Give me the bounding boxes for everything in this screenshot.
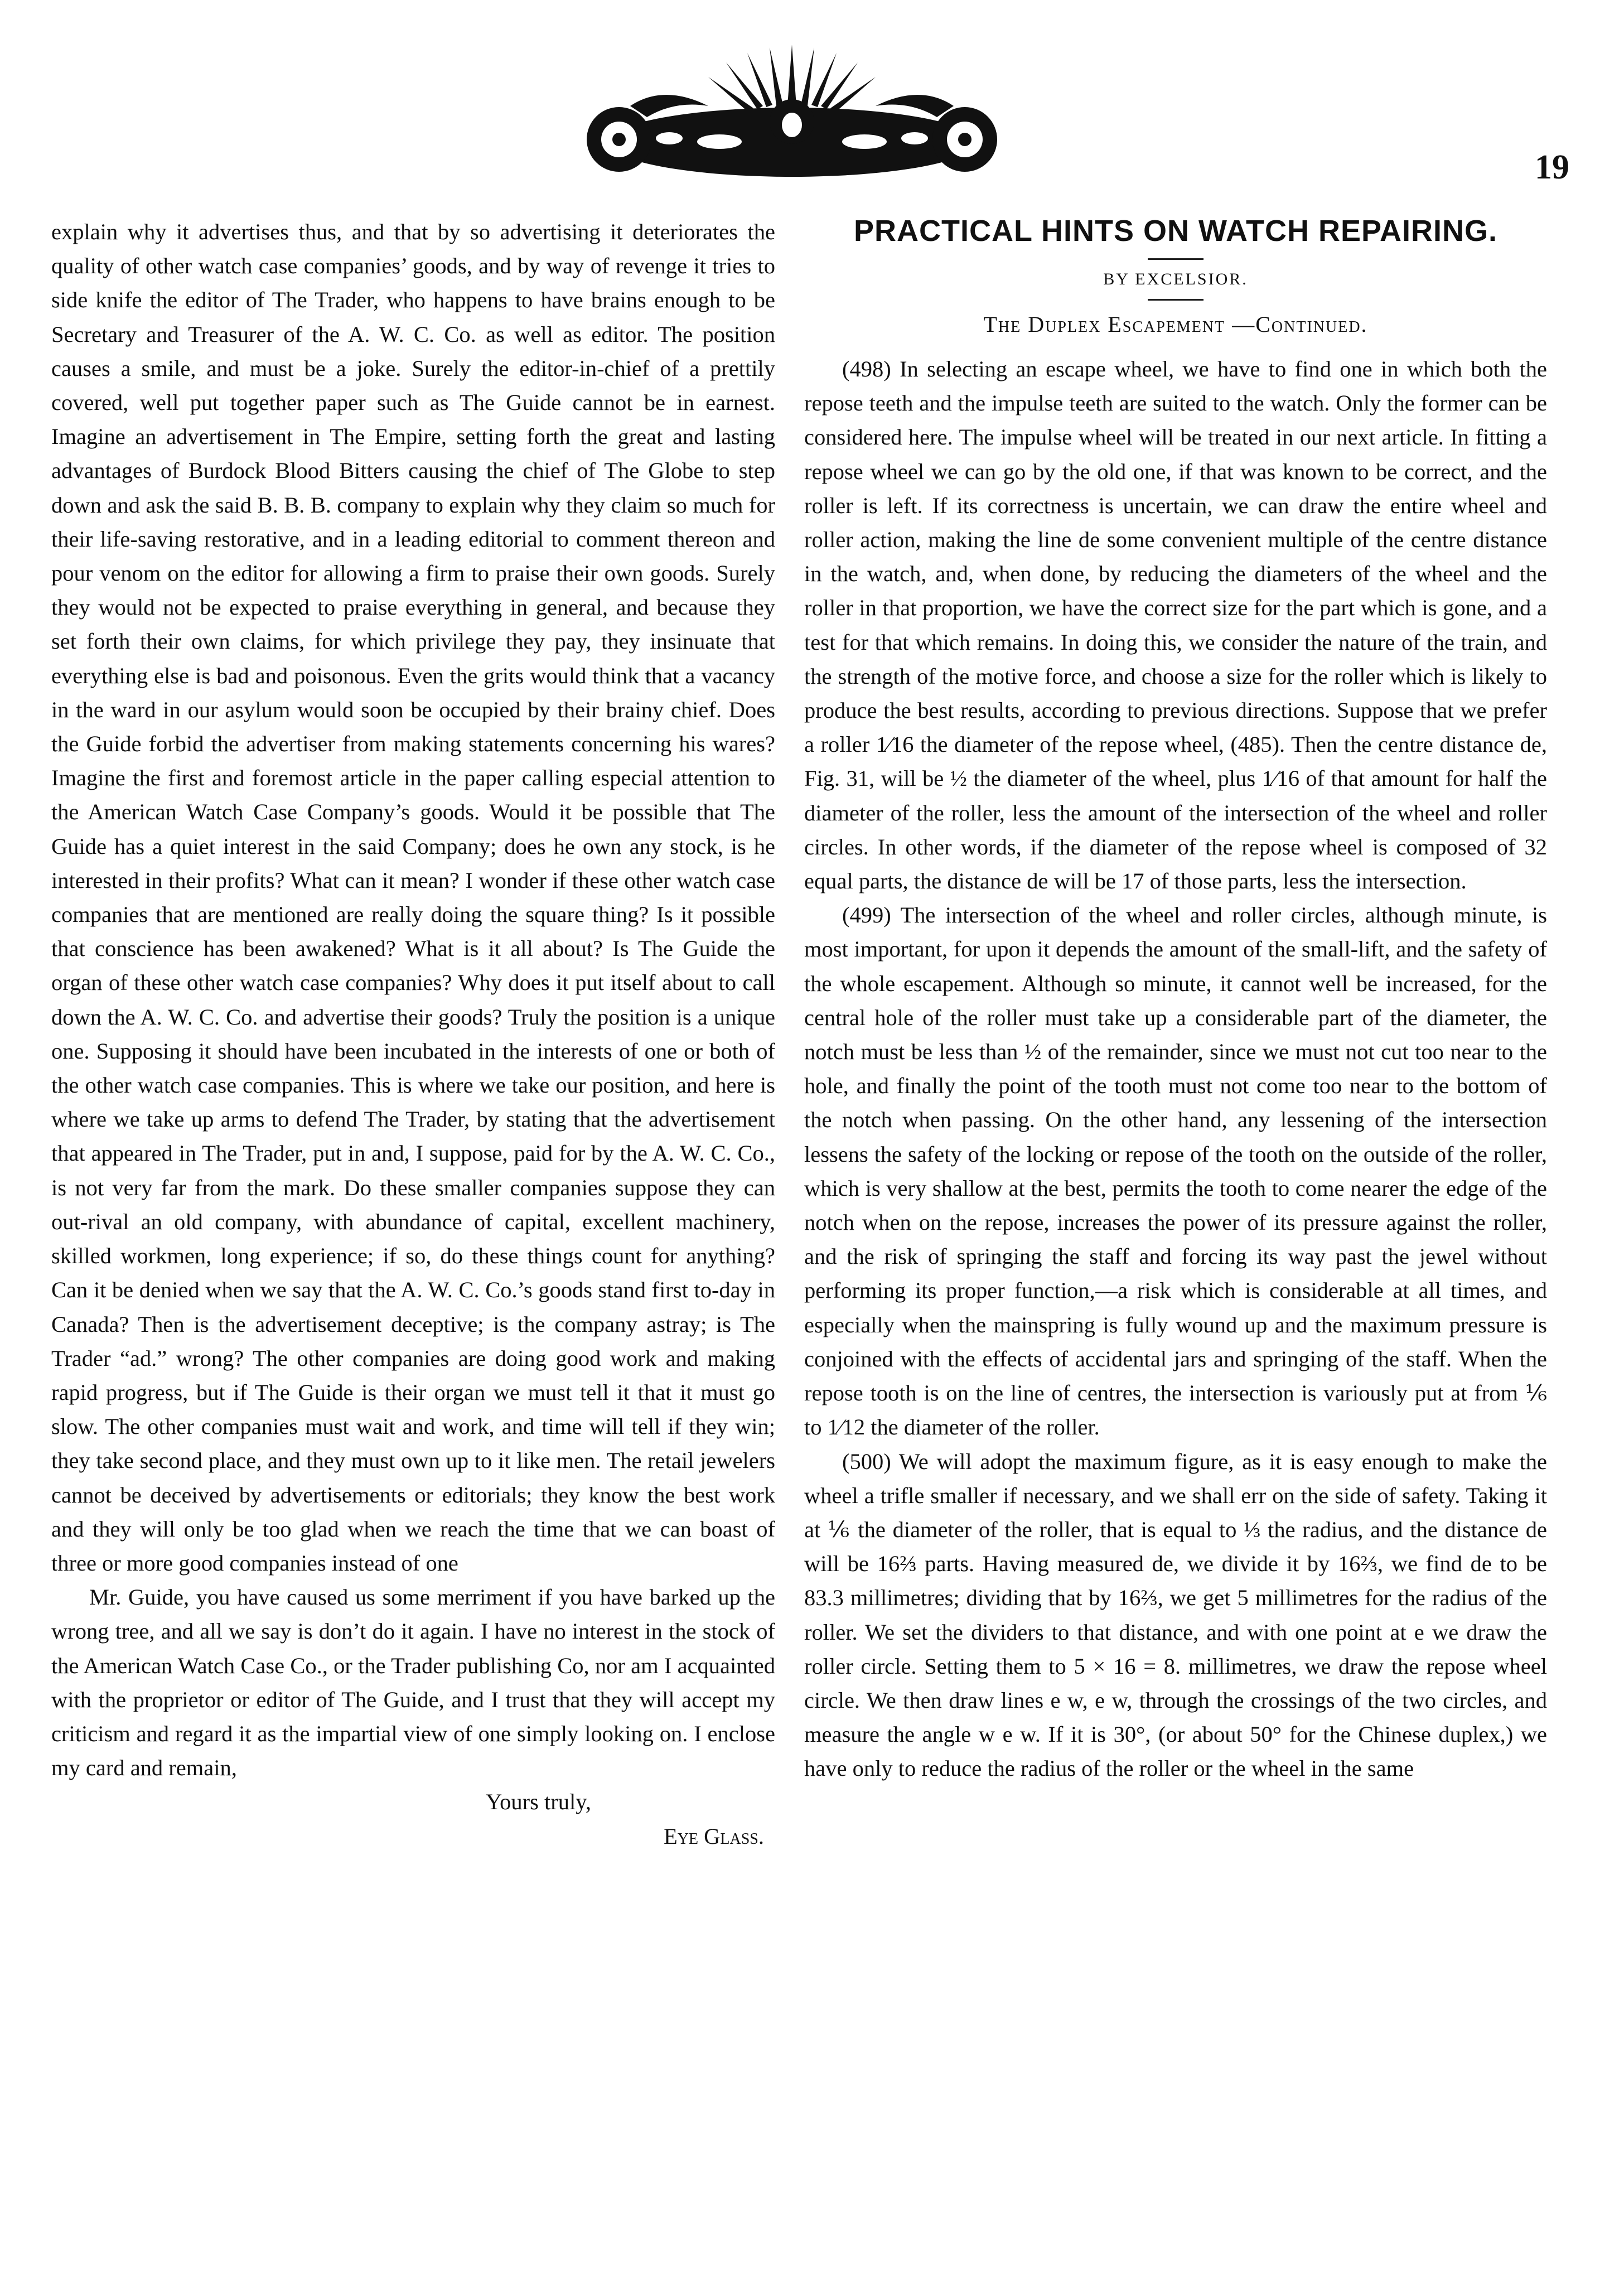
body-paragraph: (498) In selecting an escape wheel, we have to find one in which both the repose teeth and the impulse teeth are suited to the watch. Only the former can be considered here. The impulse wheel will be treated in our next article. In fitting a repose wheel we can go by the old one, if that was known to be correct, and the roller is left. If its correctness is uncertain, we can draw the entire wheel and roller action, making the line de some convenient multiple of the centre distance in the watch, and, when done, by reducing the diameters of the wheel and the roller in that proportion, we have the correct size for the part which is gone, and a test for that which remains. In doing this, we consider the nature of the train, and the strength of the motive force, and choose a size for the roller which is likely to produce the best results, according to previous directions. Suppose that we prefer a roller 1⁄16 the diameter of the repose wheel, (485). Then the centre distance de, Fig. 31, will be ½ the diameter of the wheel, plus 1⁄16 of that amount for half the diameter of the roller, less the amount of the intersection of the wheel and roller circles. In other words, if the diameter of the repose wheel is composed of 32 equal parts, the distance de will be 17 of those parts, less the intersection. bbox=[804, 356, 1547, 894]
page-number: 19 bbox=[1535, 148, 1569, 186]
body-paragraph: Mr. Guide, you have caused us some merriment if you have barked up the wrong tree, and all we say is don’t do it again. I have no interest in the stock of the American Watch Case Co., or the Trader publishing Co, nor am I acquainted with the proprietor or editor of The Guide, and I trust that they will accept my criticism and regard it as the impartial view of one simply looking on. I enclose my card and remain, bbox=[51, 1584, 775, 1781]
letter-signature: Eye Glass. bbox=[663, 1823, 764, 1849]
byline-divider bbox=[1148, 299, 1204, 301]
title-divider bbox=[1148, 258, 1204, 260]
body-paragraph: (500) We will adopt the maximum figure, as it is easy enough to make the wheel a trifle smaller if necessary, and we shall err on the side of safety. Taking it at ⅙ the diameter of the roller, that is equal to ⅓ the radius, and the distance de will be 16⅔ parts. Having measured de, we divide it by 16⅔, we find de to be 83.3 millimetres; dividing that by 16⅔, we get 5 millimetres for the radius of the roller. We set the dividers to that distance, and with one point at e we draw the roller circle. Setting them to 5 × 16 = 8. millimetres, we draw the repose wheel circle. We then draw lines e w, e w, through the crossings of the two circles, and measure the angle w e w. If it is 30°, (or about 50° for the Chinese duplex,) we have only to reduce the radius of the roller or the wheel in the same bbox=[804, 1448, 1547, 1781]
left-column bbox=[51, 215, 775, 1853]
header-ornament bbox=[580, 22, 1004, 184]
byline: BY EXCELSIOR. bbox=[1103, 270, 1248, 288]
article-title: PRACTICAL HINTS ON WATCH REPAIRING. bbox=[854, 214, 1497, 248]
section-title: The Duplex Escapement —Continued. bbox=[983, 312, 1368, 337]
body-paragraph: (499) The intersection of the wheel and roller circles, although minute, is most important, for upon it depends the amount of the small-lift, and the safety of the whole escapement. Although so minute, it cannot well be increased, for the central hole of the roller must take up a considerable part of the diameter, the notch must be less than ½ of the remainder, since we must not cut too near to the hole, and finally the point of the tooth must not come too near to the bottom of the notch when passing. On the other hand, any lessening of the intersection lessens the safety of the locking or repose of the tooth on the outside of the roller, which is very shallow at the best, permits the tooth to come nearer the edge of the notch when on the repose, increases the power of its pressure against the roller, and the risk of springing the staff and forcing its way past the jewel without performing its proper function,—a risk which is considerable at all times, and especially when the mainspring is fully wound up and the maximum pressure is conjoined with the effects of accidental jars and springing of the staff. When the repose tooth is on the line of centres, the intersection is variously put at from ⅙ to 1⁄12 the diameter of the roller. bbox=[804, 902, 1547, 1440]
right-column bbox=[804, 215, 1547, 1786]
letter-closing: Yours truly, bbox=[485, 1789, 591, 1815]
body-paragraph: explain why it advertises thus, and that by so advertising it deteriorates the quality of other watch case companies’ goods, and by way of revenge it tries to side knife the editor of The Trader, who happens to have brains enough to be Secretary and Treasurer of the A. W. C. Co. as well as editor. The position causes a smile, and must be a joke. Surely the editor-in-chief of a prettily covered, well put together paper such as The Guide cannot be in earnest. Imagine an advertisement in The Empire, setting forth the great and lasting advantages of Burdock Blood Bitters causing the chief of The Globe to step down and ask the said B. B. B. company to explain why they claim so much for their life-saving restorative, and in a leading editorial to comment thereon and pour venom on the editor for allowing a firm to praise their own goods. Surely they would not be expected to praise everything in general, and because they set forth their own claims, for which privilege they pay, they insinuate that everything else is bad and poisonous. Even the grits would think that a vacancy in the ward in our asylum would soon be occupied by their brainy chief. Does the Guide forbid the advertiser from making statements concerning his wares? Imagine the first and foremost article in the paper calling especial attention to the American Watch Case Company’s goods. Would it be possible that The Guide has a quiet interest in the said Company; does he own any stock, is he interested in their profits? What can it mean? I wonder if these other watch case companies that are mentioned are really doing the square thing? Is it possible that conscience has been awakened? What is it all about? Is The Guide the organ of these other watch case companies? Why does it put itself about to call down the A. W. C. Co. and advertise their goods? Truly the position is a unique one. Supposing it should have been incubated in the interests of one or both of the other watch case companies. This is where we take our position, and here is where we take up arms to defend The Trader, by stating that the advertisement that appeared in The Trader, put in and, I suppose, paid for by the A. W. C. Co., is not very far from the mark. Do these smaller companies suppose they can out-rival an old company, with abundance of capital, excellent machinery, skilled workmen, long experience; if so, do these things count for anything? Can it be denied when we say that the A. W. C. Co.’s goods stand first to-day in Canada? Then is the advertisement deceptive; is the company astray; is The Trader “ad.” wrong? The other companies are doing good work and making rapid progress, but if The Guide is their organ we must tell it that it must go slow. The other companies must wait and work, and time will tell if they win; they take second place, and they must own up to it like men. The retail jewelers cannot be deceived by advertisements or editorials; they know the best work and they will only be too glad when we reach the time that we can boast of three or more good companies instead of one bbox=[51, 219, 775, 1576]
